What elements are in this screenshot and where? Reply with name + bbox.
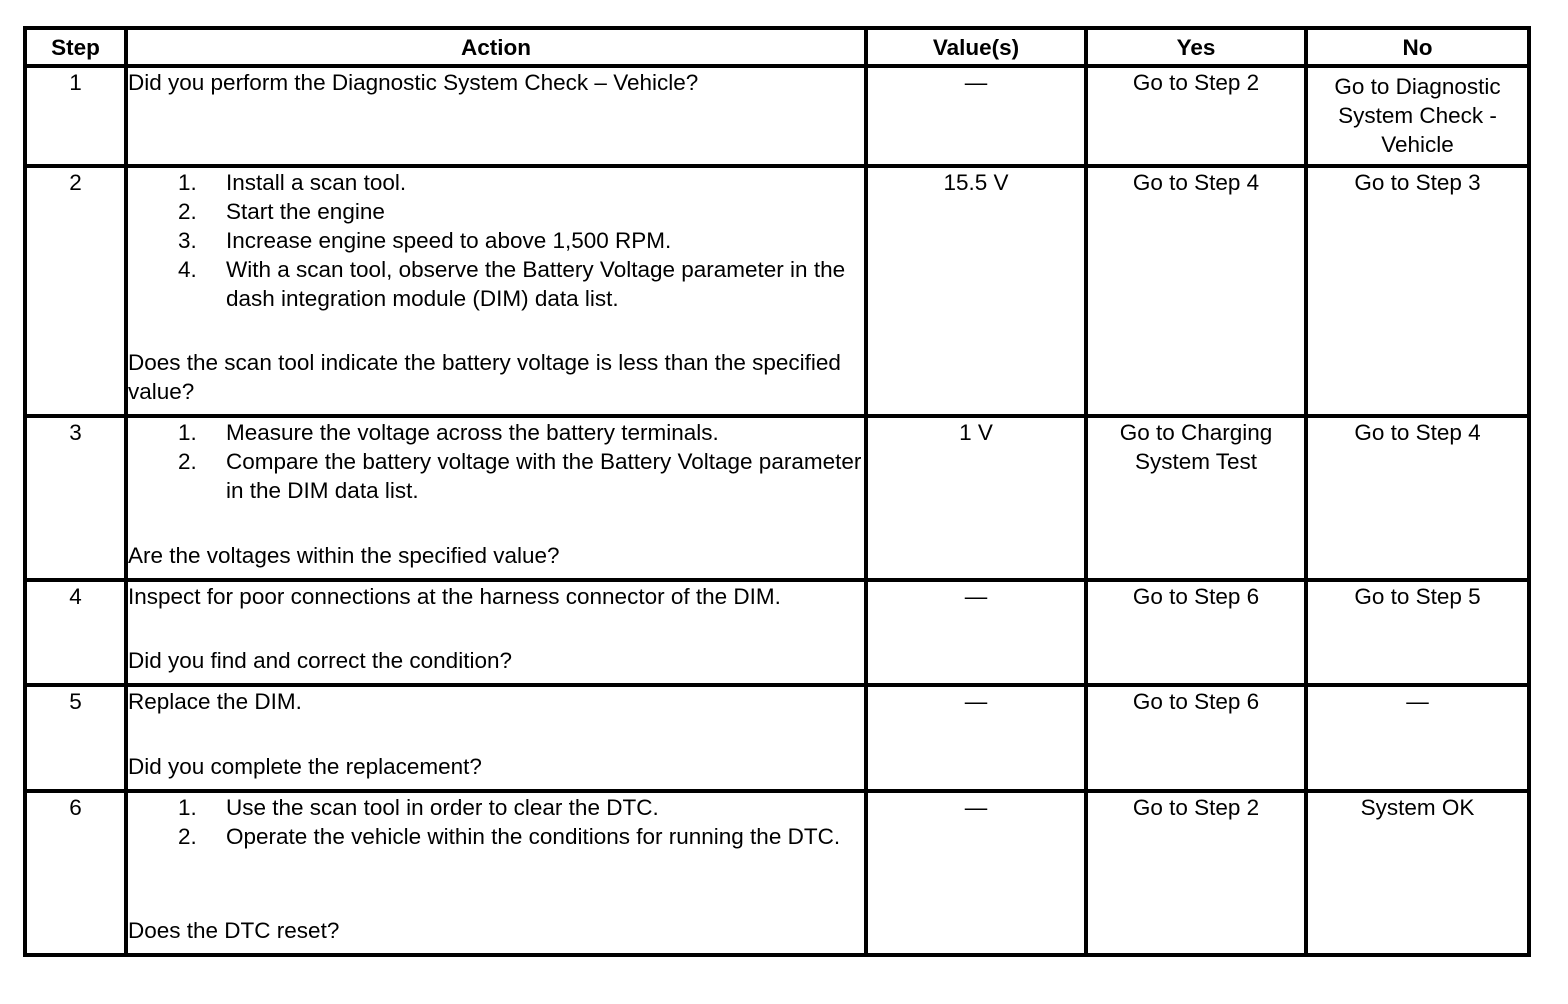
value-cell: —	[866, 791, 1086, 955]
table-row	[25, 791, 1529, 955]
table-row	[25, 66, 1529, 166]
diagnostic-table	[23, 26, 1531, 957]
action-question: Does the DTC reset?	[128, 918, 340, 943]
table-row	[25, 166, 1529, 416]
yes-cell: Go to Charging System Test	[1086, 416, 1306, 580]
list-item: 1. Measure the voltage across the battery terminals.	[178, 420, 719, 445]
action-question: Did you find and correct the condition?	[128, 648, 512, 673]
action-question: Does the scan tool indicate the battery voltage is less than the specified value?	[128, 350, 841, 404]
list-item: 2. Operate the vehicle within the conditions for running the DTC.	[178, 824, 841, 849]
list-item: 2. Compare the battery voltage with the Battery Voltage parameter in the DIM data list.	[178, 449, 862, 503]
header-no: No	[1306, 28, 1529, 66]
yes-cell: Go to Step 4	[1086, 166, 1306, 416]
header-action: Action	[126, 28, 866, 66]
header-row	[25, 28, 1529, 66]
action-question: Did you perform the Diagnostic System Check – Vehicle?	[128, 70, 699, 95]
header-value: Value(s)	[866, 28, 1086, 66]
value-cell: —	[866, 685, 1086, 791]
list-item: 1. Use the scan tool in order to clear the DTC.	[178, 795, 659, 820]
step-number: 2	[25, 166, 126, 416]
yes-cell: Go to Step 2	[1086, 791, 1306, 955]
value-cell: —	[866, 580, 1086, 685]
action-cell	[126, 685, 866, 791]
action-steps-list	[128, 793, 864, 851]
table-row	[25, 416, 1529, 580]
action-question: Did you complete the replacement?	[128, 754, 482, 779]
action-cell	[126, 416, 866, 580]
yes-cell: Go to Step 6	[1086, 580, 1306, 685]
action-cell	[126, 580, 866, 685]
no-cell: Go to Step 4	[1306, 416, 1529, 580]
action-cell	[126, 791, 866, 955]
yes-cell: Go to Step 2	[1086, 66, 1306, 166]
action-cell	[126, 66, 866, 166]
step-number: 1	[25, 66, 126, 166]
table-row	[25, 580, 1529, 685]
no-cell: System OK	[1306, 791, 1529, 955]
action-cell	[126, 166, 866, 416]
action-question: Are the voltages within the specified value?	[128, 543, 560, 568]
value-cell: —	[866, 66, 1086, 166]
list-item: 1. Install a scan tool.	[178, 170, 407, 195]
no-cell: Go to Step 5	[1306, 580, 1529, 685]
step-number: 4	[25, 580, 126, 685]
no-cell: Go to Diagnostic System Check - Vehicle	[1306, 66, 1529, 166]
value-cell: 15.5 V	[866, 166, 1086, 416]
action-instruction: Replace the DIM.	[128, 689, 302, 714]
list-item: 4. With a scan tool, observe the Battery Voltage parameter in the dash integration module (DIM) data list.	[178, 257, 846, 311]
step-number: 5	[25, 685, 126, 791]
list-item: 2. Start the engine	[178, 199, 385, 224]
yes-cell: Go to Step 6	[1086, 685, 1306, 791]
action-steps-list	[128, 418, 864, 505]
header-step: Step	[25, 28, 126, 66]
table-row	[25, 685, 1529, 791]
value-cell: 1 V	[866, 416, 1086, 580]
header-yes: Yes	[1086, 28, 1306, 66]
action-instruction: Inspect for poor connections at the harness connector of the DIM.	[128, 584, 781, 609]
step-number: 6	[25, 791, 126, 955]
list-item: 3. Increase engine speed to above 1,500 RPM.	[178, 228, 672, 253]
no-cell: Go to Step 3	[1306, 166, 1529, 416]
action-steps-list	[128, 168, 864, 313]
step-number: 3	[25, 416, 126, 580]
no-cell: —	[1306, 685, 1529, 791]
